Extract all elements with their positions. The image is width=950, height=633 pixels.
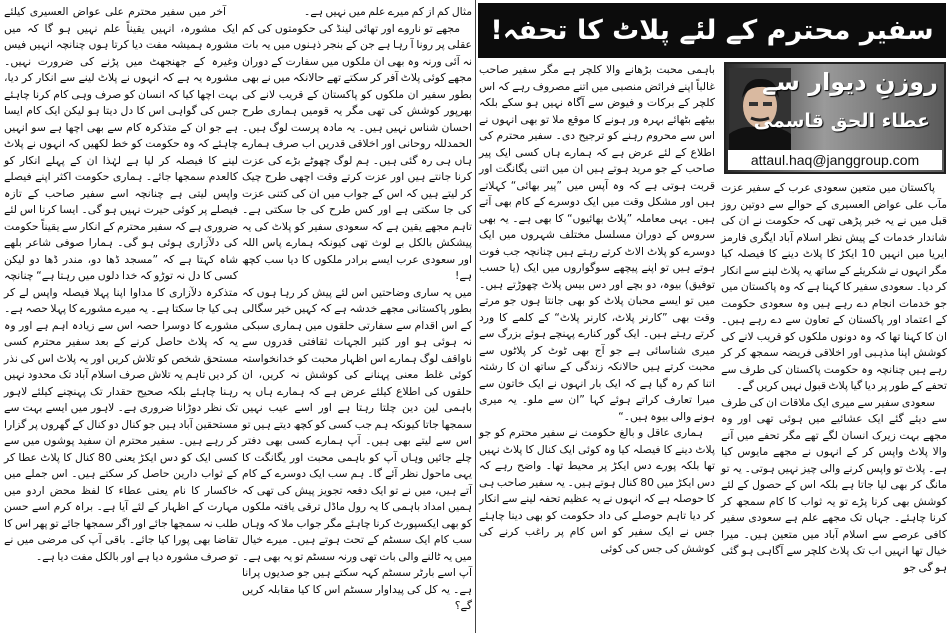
headline-text: سفیر محترم کے لئے پلاٹ کا تحفہ! [490,15,934,46]
column-header-box [724,62,946,174]
author-email: attaul.haq@janggroup.com [728,150,942,170]
text-column-4 [4,4,238,565]
author-name: عطاء الحق قاسمی [753,110,930,132]
paragraph: باہمی محبت بڑھانے والا کلچر ہے مگر سفیر صاحب غالباً اپنے فرائض منصبی میں اتنے مصروف رہے کہ اس کلچر کے برکات و فیوض سے آگاہ نہیں ہو سکے بلکہ بیٹھے بٹھائے بہرہ ور ہونے کا موقع ملا تو بھی انہوں نے اس سے محروم رہنے کو ترجیح دی۔ سفیر محترم کی اطلاع کے لئے عرض ہے کہ ہمارے ہاں کسی ایک پیر صاحب کے جو مرید ہوتے ہیں ان میں اتنی یگانگت اور قربت ہوتی ہے کہ وہ آپس میں ”پیر بھائی“ کہلاتے ہیں اور مشکل وقت میں ایک دوسرے کے کام بھی آتے ہیں۔ یہی معاملہ ”پلاٹ بھائیوں“ کا بھی ہے۔ یہ بھی سروس کے دوران مسلسل مختلف شہروں میں ایک دوسرے کو پلاٹ الاٹ کرتے رہتے ہیں چنانچہ جب فوت ہوتے ہیں تو اپنے پیچھے سوگواروں میں ایک (یا حسب توفیق) بیوہ، دو بچے اور دس بیس پلاٹ چھوڑتے ہیں۔ میں تو ایسے محبان پلاٹ کو بھی جانتا ہوں جو مرتے وقت بھی ”کارنر پلاٹ، کارنر پلاٹ“ کے کلمے کا ورد کرتے رہتے ہیں۔ ایک گور کنارے پہنچے ہوئے بزرگ سے میری شناسائی ہے جو آج بھی ٹوٹ کر پلاٹوں سے محبت کرتے ہیں حالانکہ زندگی کے ساتھ ان کا رشتہ اتنا کم رہ گیا ہے کہ ایک بار انہوں نے ایک خاتون سے میرا تعارف کراتے ہوئے کہا ”ان سے ملو۔ یہ میری ہونے والی بیوہ ہیں۔“ [479,63,715,423]
paragraph: مثال کم از کم میرے علم میں نہیں ہے۔ [303,5,472,18]
text-column-3 [242,4,472,615]
paragraph: ہماری عاقل و بالغ حکومت نے سفیر محترم کو جو پلاٹ دینے کا فیصلہ کیا وہ کوئی ایک کنال کا پلاٹ نہیں تھا بلکہ پورے دس ایکڑ پر محیط تھا۔ واضح رہے کہ دس ایکڑ میں 80 کنال ہوتے ہیں۔ یہ سفیر صاحب ہی کا حوصلہ ہے کہ انہوں نے یہ عظیم تحفہ لینے سے انکار کر دیا تاہم حوصلے کی داد حکومت کو بھی دینا چاہئے جس نے ایک سفیر کو اس کام پر راغب کرنے کی کوشش کی جس کی کوئی [479,426,715,555]
column-divider [475,0,476,633]
article-headline [478,3,946,58]
paragraph: آخر میں سفیر محترم علی عواض العسیری کیلئے ایک مشورہ، انہیں یقیناً علم نہیں ہو گا کہ میں مشورہ ہمیشہ مفت دیا کرتا ہوں چنانچہ انہیں فیس وغیرہ کے جھنجھٹ میں پڑنے کی ضرورت نہیں۔ مشورہ یہ ہے کہ انہوں نے پلاٹ لینے سے انکار کر دیا، بہت اچھا کیا کہ انسان کو صرف وہی کام کرنا چاہئے جس کی گواہی اس کا دل دیتا ہو لیکن ایک کام ایسا ہے جو ان کے متذکرہ کام سے بھی اچھا ہے سو انہیں چاہئے کہ وہ حکومت کو خط لکھیں کہ انہوں نے پلاٹ لینے کا فیصلہ کر لیا ہے لہٰذا ان کے پہلے انکار کو کالعدم سمجھا جائے۔ ہماری حکومت اکثر اپنے فیصلے واپس لیتی ہے چنانچہ اسے سفیر صاحب کے تازہ فیصلے پر کوئی حیرت نہیں ہو گی۔ ایسا کرنا اس لئے ضروری ہے کہ سفیر محترم کے انکار سے یقیناً حکومت کی دلآزاری ہوئی ہو گی۔ ہمارا صوفی شاعر بلھے شاہ کہتا ہے کہ ”مسجد ڈھا دو، مندر ڈھا دو لیکن کسی کا دل نہ توڑو کہ خدا دلوں میں رہتا ہے“ چنانچہ متذکرہ دلآزاری کا مداوا اپنا پہلا فیصلہ واپس لے کر ہی کیا جا سکتا ہے۔ یہ میرے مشورے کا پہلا حصہ ہے۔ مشورے کا دوسرا حصہ اس سے زیادہ اہم ہے اور وہ یہ کہ پلاٹ حاصل کرنے کے بعد سفیر محترم کسی مستحق شخص کو تلاش کریں اور یہ پلاٹ اس کی نذر کر دیں تاہم یہ تلاش صرف اسلام آباد تک محدود نہیں رہنا چاہئے بلکہ صحیح حقدار تک پہنچنے کیلئے لاہور تک نظر دوڑانا ضروری ہے۔ لاہور میں ایسے بہت سے مستحقین آباد ہیں جو کنال دو کنال کے گھروں پر گزارا کر رہے ہیں۔ سفیر محترم ان سفید پوشوں میں سے کسی ایک کو دس ایکڑ یعنی 80 کنال کا پلاٹ عطا کر کے ثواب دارین حاصل کر سکتے ہیں۔ اس جملے میں خاکسار کا نام یعنی عطاء کا لفظ محض اردو میں مہارت کے اظہار کے لئے آیا ہے۔ براہ کرم اسے حسن طلب نہ سمجھا جائے اور اگر سمجھا جائے تو پھر اس کا تقاضا بھی پورا کیا جائے۔ باقی آپ کی مرضی میں نے تو صرف مشورہ دیا ہے اور بالکل مفت دیا ہے۔ [4,5,238,563]
paragraph: سعودی سفیر سے میری ایک ملاقات ان کی طرف سے دیئے گئے ایک عشائیے میں ہوئی تھی اور وہ مجھے بہت زیرک انسان لگے تھے مگر تحفے میں آنے والا پلاٹ واپس کر کے انہوں نے مجھے مایوس کیا ہے۔ پلاٹ تو واپس کرنے والی چیز نہیں ہوتی۔ یہ تو مانگ کر بھی لیا جاتا ہے بلکہ اس کے حصول کے لئے کوشش بھی کرنا پڑے تو یہ ثواب کا کام سمجھ کر کرنا چاہئے۔ جہاں تک مجھے علم ہے سعودی سفیر کافی عرصے سے اسلام آباد میں متعین ہیں۔ میرا خیال تھا انہیں اب تک پلاٹ کلچر سے آگاہی ہو گئی ہو گی جو [721,395,947,574]
text-column-2 [479,62,715,557]
paragraph: پاکستان میں متعین سعودی عرب کے سفیر عزت مآب علی عواض العسیری کے حوالے سے دوتین روز قبل میں نے یہ خبر پڑھی تھی کہ حکومت نے ان کی شاندار خدمات کے پیش نظر اسلام آباد ایگری فارمز ایریا میں انہیں 10 ایکڑ کا پلاٹ دینے کا فیصلہ کیا مگر انہوں نے شکریئے کے ساتھ یہ پلاٹ لینے سے انکار کر دیا۔ سعودی سفیر کا کہنا ہے کہ وہ پاکستان میں جو خدمات انجام دے رہے ہیں وہ سعودی حکومت کے اعتماد اور پاکستان کے تعاون سے دے رہے ہیں۔ ان کا کہنا تھا کہ وہ دونوں ملکوں کو قریب لانے کی کوشش اپنا مذہبی اور اخلاقی فریضہ سمجھ کر کر رہے ہیں چنانچہ وہ حکومت پاکستان کی طرف سے تحفے کے طور پر دیا گیا پلاٹ قبول نہیں کریں گے۔ [721,181,947,392]
paragraph: میں یہ ساری وضاحتیں اس لئے پیش کر رہا ہوں کہ بطور پاکستانی مجھے خدشہ ہے کہ کہیں خیر سگالی کے اس اقدام سے سفارتی حلقوں میں ہماری سبکی نہ ہوئی ہو اور کثیر الجہات ثقافتی قدروں سے ناواقف لوگ ہمارے اس اظہار محبت کو خدانخواستہ کوئی غلط معنی پہنانے کی کوشش نہ کریں، ان حلقوں کی اطلاع کیلئے عرض ہے کہ ہمارے ہاں یہ باہمی لین دین چلتا رہتا ہے اور اسے عیب نہیں سمجھا جاتا کیونکہ ہم جب کسی کو کچھ دیتے ہیں تو اس سے لیتے بھی ہیں۔ آپ ہمارے کسی بھی دفتر چلے جائیں وہاں آپ کو باہمی محبت اور یگانگت کا یہی ماحول نظر آئے گا۔ ہم سب ایک دوسرے کے کام آتے ہیں، میں نے تو ایک دفعہ تجویز پیش کی تھی کہ ہمیں امداد باہمی کا یہ رول ماڈل ترقی یافتہ ملکوں کو بھی ایکسپورٹ کرنا چاہئے مگر جواب ملا کہ وہاں سب کام ایک سسٹم کے تحت ہوتے ہیں۔ میرے خیال میں یہ ٹالنے والی بات تھی ورنہ سسٹم تو یہ بھی ہے۔ آپ اسے بارٹر سسٹم کہہ سکتے ہیں جو صدیوں پرانا ہے۔ یہ کل کی پیداوار سسٹم اس کا کیا مقابلہ کریں گے؟ [242,285,472,612]
paragraph: مجھے تو ناروے اور تھائی لینڈ کی حکومتوں کی کم عقلی پر رونا آ رہا ہے جن کے بنجر ذہنوں میں یہ بات نہ آئی ورنہ وہ بھی ان ملکوں میں سفارت کے دوران مجھے کوئی پلاٹ آفر کر سکتے تھے حالانکہ میں نے بھی بطور سفیر ان ملکوں کو پاکستان کے قریب لانے کی بھرپور کوشش کی تھی مگر یہ قومیں ہماری طرح احسان شناس نہیں ہیں۔ یہ مادہ پرست لوگ ہیں۔ الحمدللہ روحانی اور اخلاقی قدریں اب صرف ہمارے ہاں ہی رہ گئی ہیں۔ ہم لوگ چھوٹے بڑے کی عزت کرنا جانتے ہیں اور عزت کرتے وقت اچھی طرح چیک کر لیتے ہیں کہ اس کے جواب میں ان کی کتنی عزت کی جا سکتی ہے اور کس طرح کی جا سکتی ہے۔ تاہم مجھے یقین ہے کہ سعودی سفیر کو پلاٹ کی یہ پیشکش بالکل بے لوث تھی کیونکہ ہمارے پاس اللہ اور سعودی عرب ایسے برادر ملکوں کا دیا سب کچھ ہے! [242,21,472,282]
text-column-1 [721,180,947,576]
column-title: روزنِ دیوار سے [762,68,938,96]
